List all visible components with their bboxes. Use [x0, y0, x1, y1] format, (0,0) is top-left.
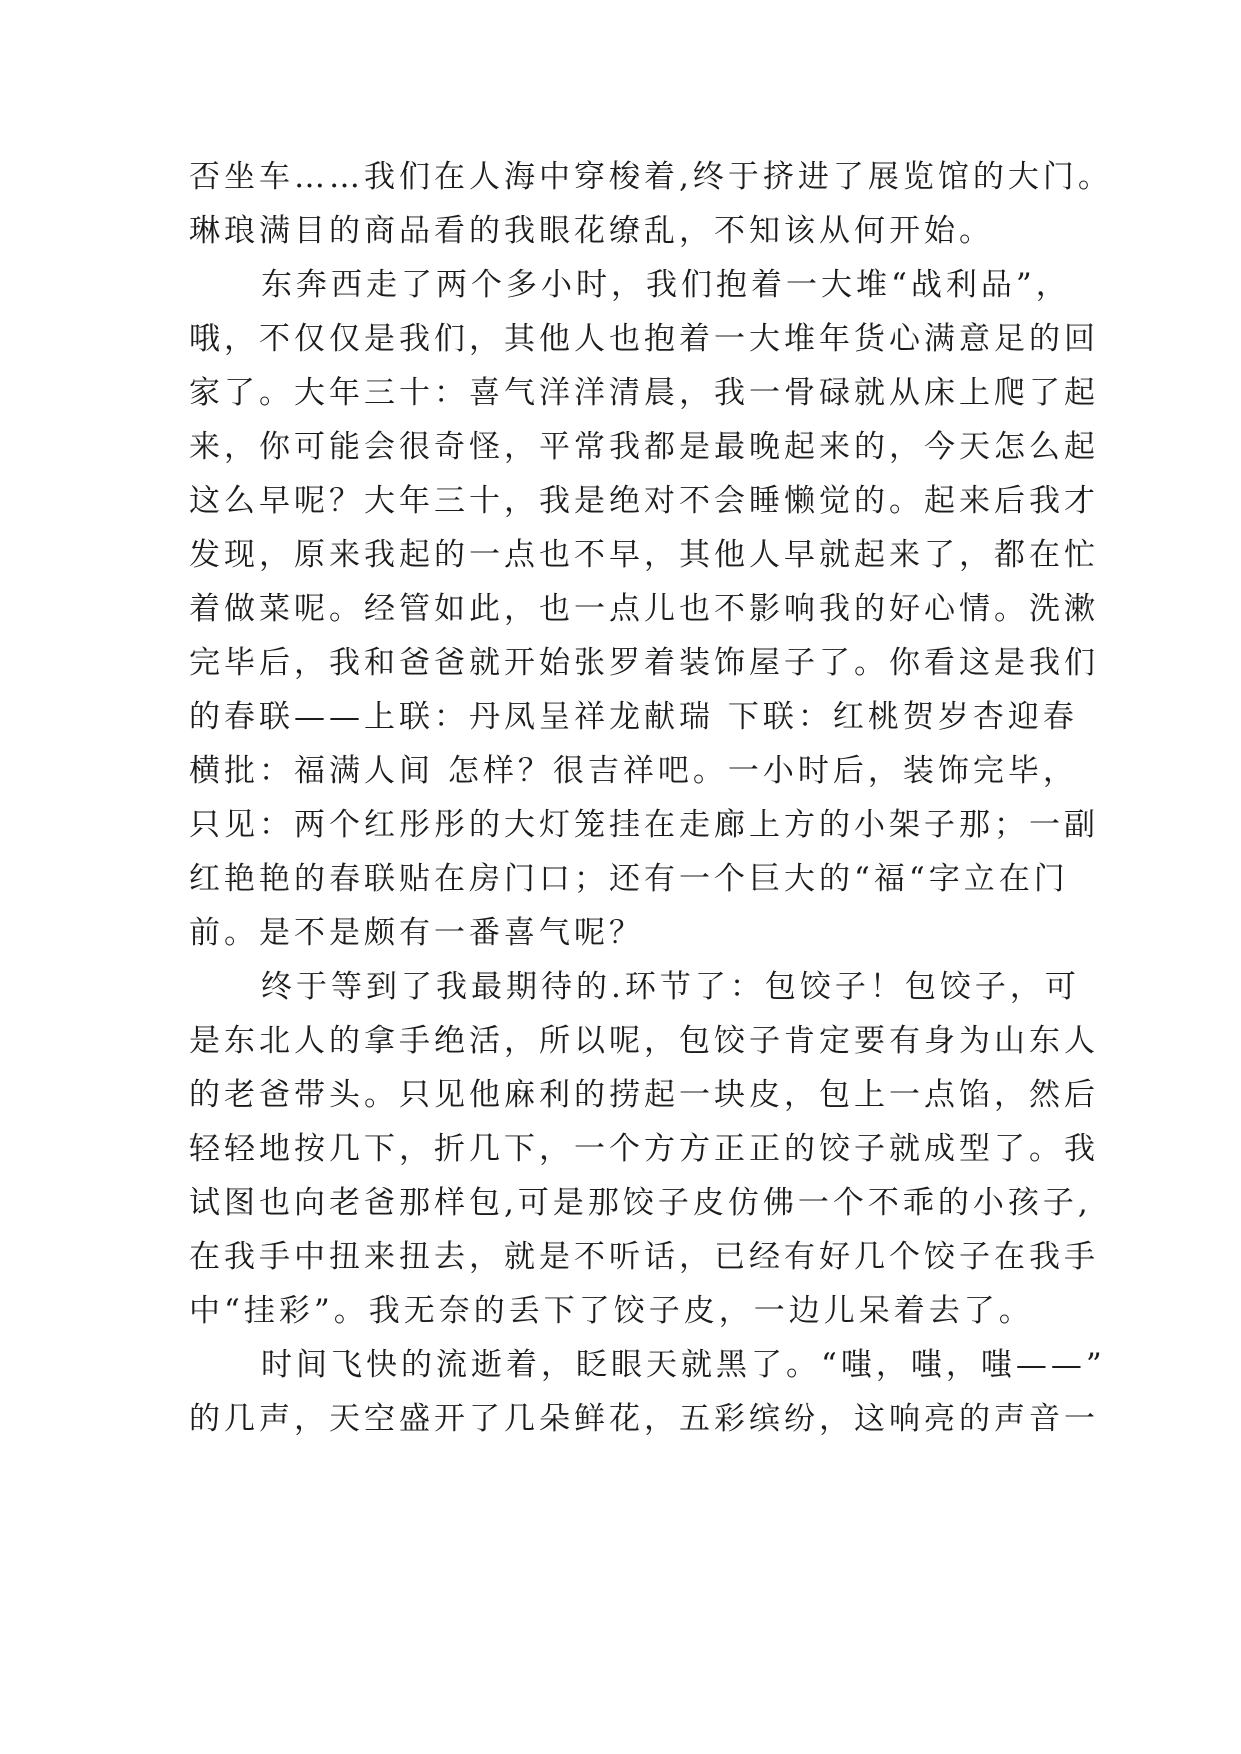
text-line: 轻轻地按几下，折几下，一个方方正正的饺子就成型了。我: [189, 1131, 1099, 1167]
article-body: [189, 150, 1113, 1446]
text-line: 只见：两个红彤彤的大灯笼挂在走廊上方的小架子那；一副: [189, 807, 1099, 843]
text-line: 在我手中扭来扭去，就是不听话，已经有好几个饺子在我手: [189, 1239, 1099, 1275]
text-line: 的几声，天空盛开了几朵鲜花，五彩缤纷，这响亮的声音一: [189, 1401, 1099, 1437]
text-line: 试图也向老爸那样包,可是那饺子皮仿佛一个不乖的小孩子,: [189, 1185, 1092, 1221]
text-line: 琳琅满目的商品看的我眼花缭乱，不知该从何开始。: [189, 213, 994, 249]
text-line: 是东北人的拿手绝活，所以呢，包饺子肯定要有身为山东人: [189, 1023, 1099, 1059]
text-line: 前。是不是颇有一番喜气呢？: [189, 915, 644, 951]
text-line: 否坐车……我们在人海中穿梭着,终于挤进了展览馆的大门。: [189, 159, 1113, 195]
paragraph-start-line: 东奔西走了两个多小时，我们抱着一大堆“战利品”，: [261, 267, 1071, 303]
text-line: 红艳艳的春联贴在房门口；还有一个巨大的“福“字立在门: [189, 861, 1069, 897]
text-line: 发现，原来我起的一点也不早，其他人早就起来了，都在忙: [189, 537, 1099, 573]
text-line: 的老爸带头。只见他麻利的捞起一块皮，包上一点馅，然后: [189, 1077, 1099, 1113]
text-line: 家了。大年三十：喜气洋洋清晨，我一骨碌就从床上爬了起: [189, 375, 1099, 411]
text-line: 完毕后，我和爸爸就开始张罗着装饰屋子了。你看这是我们: [189, 645, 1099, 681]
text-line: 来，你可能会很奇怪，平常我都是最晚起来的，今天怎么起: [189, 429, 1099, 465]
paragraph-start-line: 时间飞快的流逝着，眨眼天就黑了。“嗤，嗤，嗤——”: [261, 1347, 1106, 1383]
text-line: 中“挂彩”。我无奈的丢下了饺子皮，一边儿呆着去了。: [189, 1293, 1034, 1329]
text-line: 这么早呢？大年三十，我是绝对不会睡懒觉的。起来后我才: [189, 483, 1099, 519]
text-line: 横批：福满人间 怎样？很吉祥吧。一小时后，装饰完毕，: [189, 753, 1078, 789]
text-line: 着做菜呢。经管如此，也一点儿也不影响我的好心情。洗漱: [189, 591, 1099, 627]
text-line: 的春联——上联：丹凤呈祥龙献瑞 下联：红桃贺岁杏迎春: [189, 699, 1078, 735]
paragraph-start-line: 终于等到了我最期待的.环节了：包饺子！包饺子，可: [261, 969, 1080, 1005]
text-line: 哦，不仅仅是我们，其他人也抱着一大堆年货心满意足的回: [189, 321, 1099, 357]
